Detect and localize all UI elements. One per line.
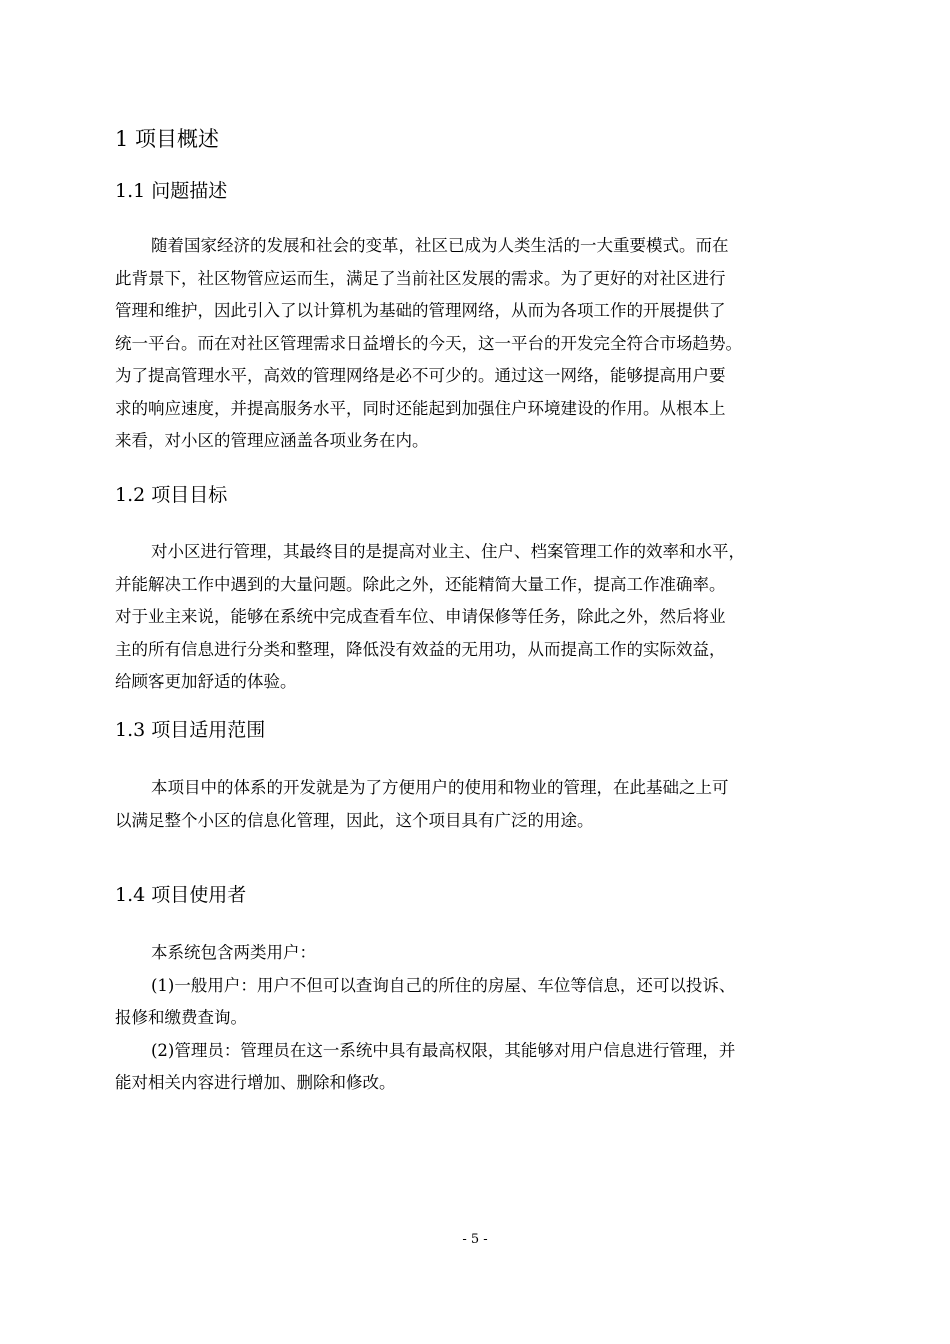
paragraph-line: 来看，对小区的管理应涵盖各项业务在内。 [115, 431, 429, 450]
section-heading-problem-description: 1.1 问题描述 [115, 180, 228, 202]
paragraph-line: 为了提高管理水平，高效的管理网络是必不可少的。通过这一网络，能够提高用户要 [115, 366, 726, 385]
chapter-title: 1 项目概述 [115, 127, 220, 151]
paragraph-line: 对于业主来说，能够在系统中完成查看车位、申请保修等任务，除此之外，然后将业 [115, 607, 726, 626]
list-item-line: (2)管理员：管理员在这一系统中具有最高权限，其能够对用户信息进行管理，并 [151, 1040, 736, 1060]
page-number: - 5 - [462, 1232, 488, 1247]
section-heading-project-users: 1.4 项目使用者 [115, 884, 247, 906]
list-item-line: 能对相关内容进行增加、删除和修改。 [115, 1073, 396, 1092]
paragraph-line: 对小区进行管理，其最终目的是提高对业主、住户、档案管理工作的效率和水平， [151, 542, 745, 561]
paragraph-line: 统一平台。而在对社区管理需求日益增长的今天，这一平台的开发完全符合市场趋势。 [115, 333, 742, 353]
paragraph-line: 给顾客更加舒适的体验。 [115, 672, 297, 691]
paragraph-line: 并能解决工作中遇到的大量问题。除此之外，还能精简大量工作，提高工作准确率。 [115, 574, 726, 594]
paragraph-line: 管理和维护，因此引入了以计算机为基础的管理网络，从而为各项工作的开展提供了 [115, 301, 726, 320]
section-body-project-scope [115, 772, 837, 837]
section-body-project-goals [115, 536, 837, 699]
paragraph-line: 主的所有信息进行分类和整理，降低没有效益的无用功，从而提高工作的实际效益， [115, 639, 726, 659]
paragraph-line: 本系统包含两类用户： [151, 943, 316, 962]
section-body-problem-description [115, 230, 837, 458]
section-body-project-users [115, 937, 837, 1100]
paragraph-line: 以满足整个小区的信息化管理，因此，这个项目具有广泛的用途。 [115, 810, 594, 830]
paragraph-line: 求的响应速度，并提高服务水平，同时还能起到加强住户环境建设的作用。从根本上 [115, 398, 726, 418]
section-heading-project-goals: 1.2 项目目标 [115, 484, 228, 506]
paragraph-line: 随着国家经济的发展和社会的变革，社区已成为人类生活的一大重要模式。而在 [151, 236, 729, 255]
section-heading-project-scope: 1.3 项目适用范围 [115, 719, 266, 741]
list-item-line: 报修和缴费查询。 [115, 1008, 247, 1027]
paragraph-line: 本项目中的体系的开发就是为了方便用户的使用和物业的管理，在此基础之上可 [151, 778, 729, 797]
list-item-line: (1)一般用户：用户不但可以查询自己的所住的房屋、车位等信息，还可以投诉、 [151, 975, 736, 995]
paragraph-line: 此背景下，社区物管应运而生，满足了当前社区发展的需求。为了更好的对社区进行 [115, 268, 726, 288]
